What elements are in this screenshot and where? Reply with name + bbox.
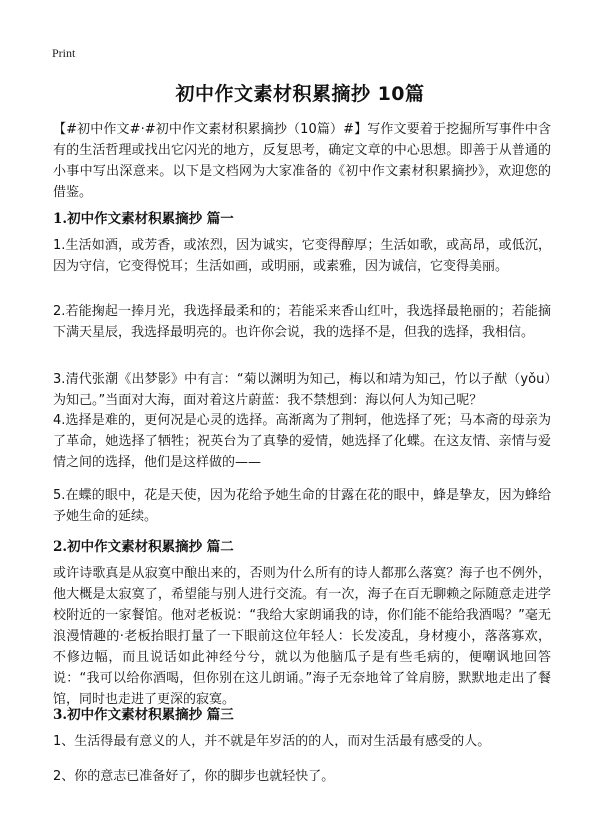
paragraph: 1.生活如酒，或芳香，或浓烈，因为诚实，它变得醇厚；生活如歌，或高昂，或低沉，因为守信，它变得悦耳；生活如画，或明丽，或素雅，因为诚信，它变得美丽。 (53, 238, 551, 274)
section-heading-1: 1.初中作文素材积累摘抄 篇一 (53, 211, 234, 227)
section-heading-2: 2.初中作文素材积累摘抄 篇二 (53, 539, 234, 555)
paragraph: 2.若能掬起一捧月光，我选择最柔和的；若能采来香山红叶，我选择最艳丽的；若能摘下满天星辰，我选择最明亮的。也许你会说，我的选择不是，但我的选择，我相信。 (53, 304, 551, 340)
paragraph: 1、生活得最有意义的人，并不就是年岁活的的人，而对生活最有感受的人。 (53, 734, 491, 749)
paragraph: 3.清代张潮《出梦影》中有言：“菊以渊明为知己，梅以和靖为知己，竹以子猷（yǒu）为知己。”当面对大海，面对着这片蔚蓝：我不禁想到：海以何人为知己呢？ (53, 372, 551, 408)
paragraph: 5.在蝶的眼中，花是天使，因为花给予她生命的甘露在花的眼中，蜂是挚友，因为蜂给予她生命的延续。 (53, 488, 551, 524)
section-heading-3: 3.初中作文素材积累摘抄 篇三 (53, 707, 234, 723)
intro-paragraph: 【#初中作文#·#初中作文素材积累摘抄（10篇）#】写作文要着于挖掘所写事件中含有的生活哲理或找出它闪光的地方，反复思考，确定文章的中心思想。即善于从普通的小事中写出深意来。以下是文档网为大家准备的《初中作文素材积累摘抄》，欢迎您的借鉴。 (53, 122, 551, 200)
page-title: 初中作文素材积累摘抄 10篇 (175, 83, 425, 105)
paragraph: 2、你的意志已准备好了，你的脚步也就轻快了。 (53, 769, 335, 784)
paragraph: 4.选择是难的，更何况是心灵的选择。高渐离为了荆轲，他选择了死；马本斋的母亲为了革命，她选择了牺牲；祝英台为了真挚的爱情，她选择了化蝶。在这友情、亲情与爱情之间的选择，他们是这样做的—— (53, 413, 551, 470)
print-link[interactable]: Print (52, 46, 76, 60)
paragraph: 或许诗歌真是从寂寞中酿出来的，否则为什么所有的诗人都那么落寞？海子也不例外，他大概是太寂寞了，希望能与别人进行交流。有一次，海子在百无聊赖之际随意走进学校附近的一家餐馆。他对老板说：“我给大家朗诵我的诗，你们能不能给我酒喝？”毫无浪漫情趣的·老板抬眼打量了一下眼前这位年轻人：长发凌乱，身材瘦小，落落寡欢，不修边幅，而且说话如此神经兮兮，就以为他脑瓜子是有些毛病的，便嘲讽地回答说：“我可以给你酒喝，但你别在这儿朗诵。”海子无奈地耸了耸肩膀，默默地走出了餐馆，同时也走进了更深的寂寞。 (53, 566, 551, 707)
